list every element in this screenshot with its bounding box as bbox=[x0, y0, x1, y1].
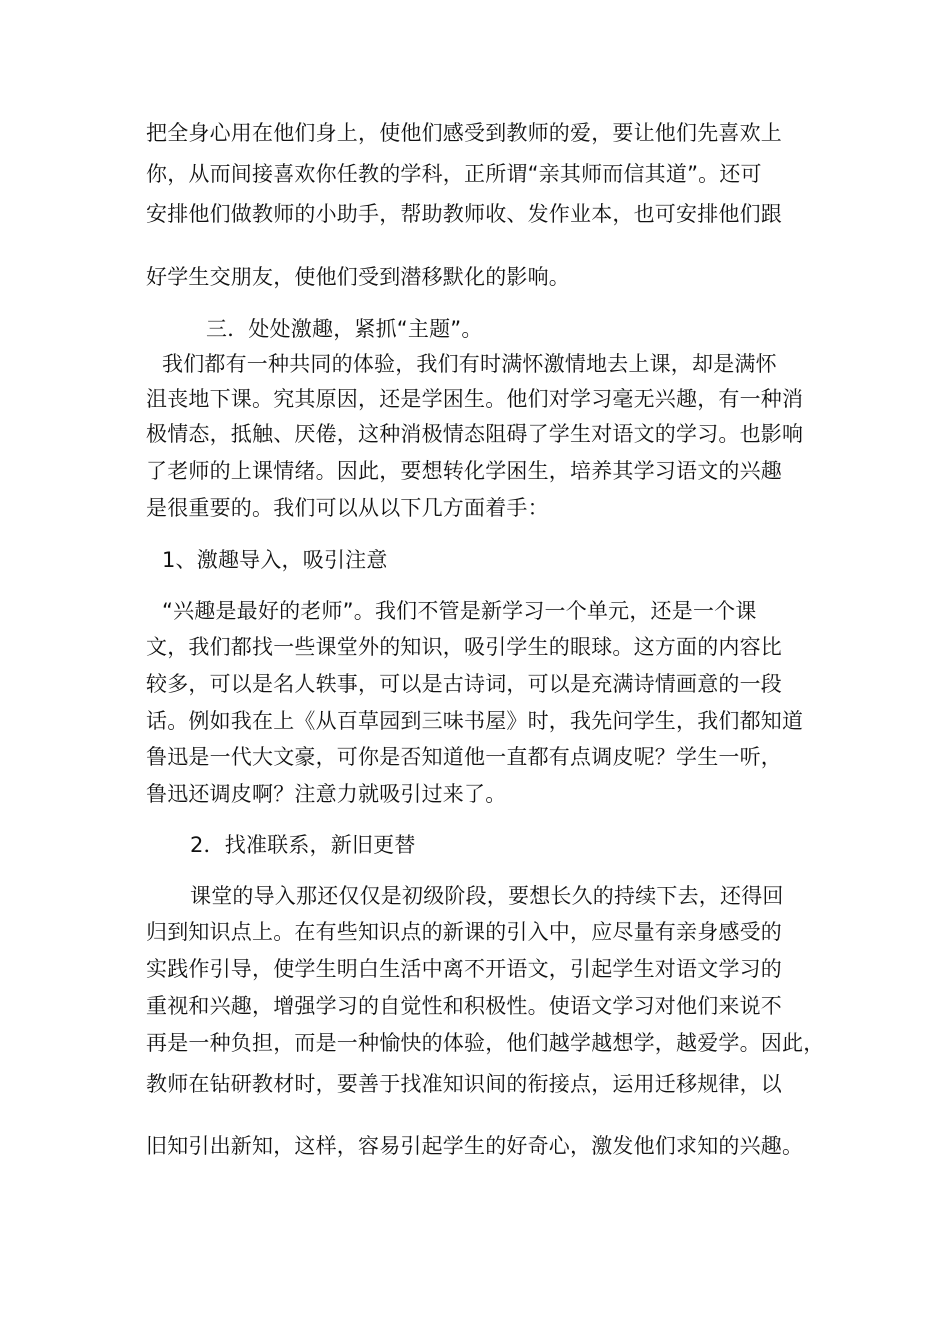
text-line: 鲁迅还调皮啊？注意力就吸引过来了。 bbox=[146, 782, 507, 806]
text-line: “兴趣是最好的老师”。我们不管是新学习一个单元，还是一个课 bbox=[162, 599, 757, 623]
text-line: 文，我们都找一些课堂外的知识，吸引学生的眼球。这方面的内容比 bbox=[146, 635, 782, 659]
text-line: 再是一种负担，而是一种愉快的体验，他们越学越想学，越爱学。因此， bbox=[146, 1031, 825, 1055]
text-line: 归到知识点上。在有些知识点的新课的引入中，应尽量有亲身感受的 bbox=[146, 920, 782, 944]
text-line: 了老师的上课情绪。因此，要想转化学困生，培养其学习语文的兴趣 bbox=[146, 459, 782, 483]
section-heading: 三．处处激趣，紧抓“主题”。 bbox=[206, 317, 483, 341]
text-line: 把全身心用在他们身上，使他们感受到教师的爱，要让他们先喜欢上 bbox=[146, 121, 782, 145]
text-line: 我们都有一种共同的体验，我们有时满怀激情地去上课，却是满怀 bbox=[162, 352, 777, 376]
text-line: 重视和兴趣，增强学习的自觉性和积极性。使语文学习对他们来说不 bbox=[146, 994, 782, 1018]
subheading: 2．找准联系，新旧更替 bbox=[190, 833, 416, 857]
text-line: 你，从而间接喜欢你任教的学科，正所谓“亲其师而信其道”。还可 bbox=[146, 162, 762, 186]
text-line: 沮丧地下课。究其原因，还是学困生。他们对学习毫无兴趣，有一种消 bbox=[146, 387, 804, 411]
text-line: 较多，可以是名人轶事，可以是古诗词，可以是充满诗情画意的一段 bbox=[146, 672, 782, 696]
text-line: 极情态，抵触、厌倦，这种消极情态阻碍了学生对语文的学习。也影响 bbox=[146, 422, 804, 446]
subheading: 1、激趣导入，吸引注意 bbox=[162, 548, 388, 572]
text-line: 教师在钻研教材时，要善于找准知识间的衔接点，运用迁移规律，以 bbox=[146, 1072, 782, 1096]
text-line: 实践作引导，使学生明白生活中离不开语文，引起学生对语文学习的 bbox=[146, 957, 782, 981]
text-line: 话。例如我在上《从百草园到三味书屋》时，我先问学生，我们都知道 bbox=[146, 709, 804, 733]
text-line: 旧知引出新知，这样，容易引起学生的好奇心，激发他们求知的兴趣。 bbox=[146, 1134, 804, 1158]
text-line: 课堂的导入那还仅仅是初级阶段，要想长久的持续下去，还得回 bbox=[190, 884, 784, 908]
text-line: 鲁迅是一代大文豪，可你是否知道他一直都有点调皮呢？学生一听， bbox=[146, 745, 782, 769]
text-line: 安排他们做教师的小助手，帮助教师收、发作业本，也可安排他们跟 bbox=[146, 202, 782, 226]
text-line: 是很重要的。我们可以从以下几方面着手： bbox=[146, 496, 549, 520]
text-line: 好学生交朋友，使他们受到潜移默化的影响。 bbox=[146, 265, 570, 289]
